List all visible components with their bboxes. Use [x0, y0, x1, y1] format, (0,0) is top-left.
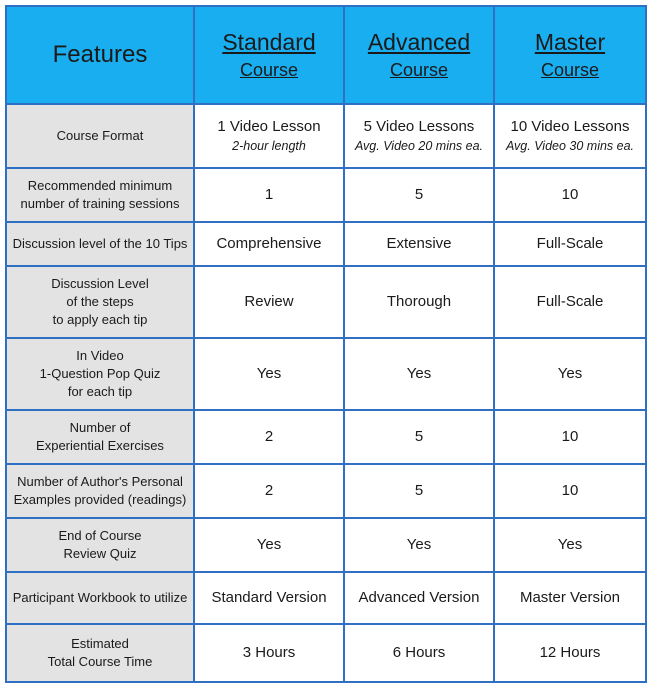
plan-subtitle: Course — [540, 60, 600, 80]
feature-row-workbook — [6, 572, 646, 624]
feature-row-course-format — [6, 104, 646, 168]
feature-label — [6, 572, 194, 624]
master-value — [494, 104, 646, 168]
feature-label-line: Discussion level of the 10 Tips — [12, 236, 188, 251]
feature-label — [6, 464, 194, 518]
feature-label-line: Number of — [69, 420, 131, 435]
value-sub: 2-hour length — [232, 139, 306, 153]
feature-label-line: Discussion Level — [51, 276, 149, 291]
feature-label-line: to apply each tip — [52, 312, 148, 327]
feature-label — [6, 410, 194, 464]
feature-label — [6, 266, 194, 338]
feature-label — [6, 104, 194, 168]
plan-subtitle: Course — [239, 60, 299, 80]
value-main: 1 Video Lesson — [217, 118, 321, 135]
master-value: Yes — [494, 338, 646, 410]
advanced-value: 5 — [344, 410, 494, 464]
feature-row-personal-examples — [6, 464, 646, 518]
advanced-value — [344, 104, 494, 168]
standard-value: Comprehensive — [194, 222, 344, 266]
features-title: Features — [52, 41, 148, 68]
feature-label — [6, 338, 194, 410]
feature-label — [6, 222, 194, 266]
feature-label-line: Experiential Exercises — [36, 438, 164, 453]
advanced-value: Extensive — [344, 222, 494, 266]
plan-name: Master — [534, 29, 606, 55]
feature-row-discussion-steps — [6, 266, 646, 338]
feature-label-line: 1-Question Pop Quiz — [39, 366, 161, 381]
master-value: 10 — [494, 464, 646, 518]
plan-name: Standard — [222, 29, 316, 55]
feature-label-line: Examples provided (readings) — [13, 492, 187, 507]
feature-label-line: Course Format — [56, 128, 144, 143]
feature-label-line: End of Course — [58, 528, 142, 543]
feature-label-line: In Video — [76, 348, 124, 363]
value-main: 10 Video Lessons — [510, 118, 630, 135]
course-comparison-table — [5, 5, 647, 683]
standard-value: 2 — [194, 464, 344, 518]
standard-value: Yes — [194, 338, 344, 410]
standard-value: 1 — [194, 168, 344, 222]
feature-label — [6, 168, 194, 222]
value-sub: Avg. Video 20 mins ea. — [354, 139, 484, 153]
standard-value: Standard Version — [194, 572, 344, 624]
feature-label-line: number of training sessions — [20, 196, 180, 211]
standard-value: Review — [194, 266, 344, 338]
value-sub: Avg. Video 30 mins ea. — [505, 139, 635, 153]
feature-row-review-quiz — [6, 518, 646, 572]
advanced-value: 5 — [344, 168, 494, 222]
feature-label-line: Participant Workbook to utilize — [12, 590, 188, 605]
feature-label-line: Estimated — [71, 636, 129, 651]
plan-name: Advanced — [367, 29, 471, 55]
master-value: Full-Scale — [494, 266, 646, 338]
plan-header-master — [494, 6, 646, 104]
feature-row-training-sessions — [6, 168, 646, 222]
feature-label — [6, 624, 194, 682]
standard-value: 2 — [194, 410, 344, 464]
master-value: Master Version — [494, 572, 646, 624]
feature-label-line: for each tip — [67, 384, 133, 399]
master-value: 10 — [494, 168, 646, 222]
plan-header-standard — [194, 6, 344, 104]
feature-label-line: Number of Author's Personal — [17, 474, 183, 489]
master-value: Full-Scale — [494, 222, 646, 266]
feature-row-exercises — [6, 410, 646, 464]
standard-value: 3 Hours — [194, 624, 344, 682]
feature-label-line: Total Course Time — [47, 654, 153, 669]
feature-label-line: Recommended minimum — [27, 178, 173, 193]
features-header — [6, 6, 194, 104]
master-value: Yes — [494, 518, 646, 572]
advanced-value: Advanced Version — [344, 572, 494, 624]
advanced-value: 5 — [344, 464, 494, 518]
advanced-value: 6 Hours — [344, 624, 494, 682]
advanced-value: Thorough — [344, 266, 494, 338]
advanced-value: Yes — [344, 518, 494, 572]
master-value: 10 — [494, 410, 646, 464]
standard-value — [194, 104, 344, 168]
feature-label-line: of the steps — [66, 294, 134, 309]
value-main: 5 Video Lessons — [363, 118, 475, 135]
plan-subtitle: Course — [389, 60, 449, 80]
feature-row-pop-quiz — [6, 338, 646, 410]
master-value: 12 Hours — [494, 624, 646, 682]
feature-row-total-time — [6, 624, 646, 682]
header-row — [6, 6, 646, 104]
advanced-value: Yes — [344, 338, 494, 410]
feature-label-line: Review Quiz — [63, 546, 137, 561]
standard-value: Yes — [194, 518, 344, 572]
plan-header-advanced — [344, 6, 494, 104]
feature-label — [6, 518, 194, 572]
feature-row-discussion-tips — [6, 222, 646, 266]
